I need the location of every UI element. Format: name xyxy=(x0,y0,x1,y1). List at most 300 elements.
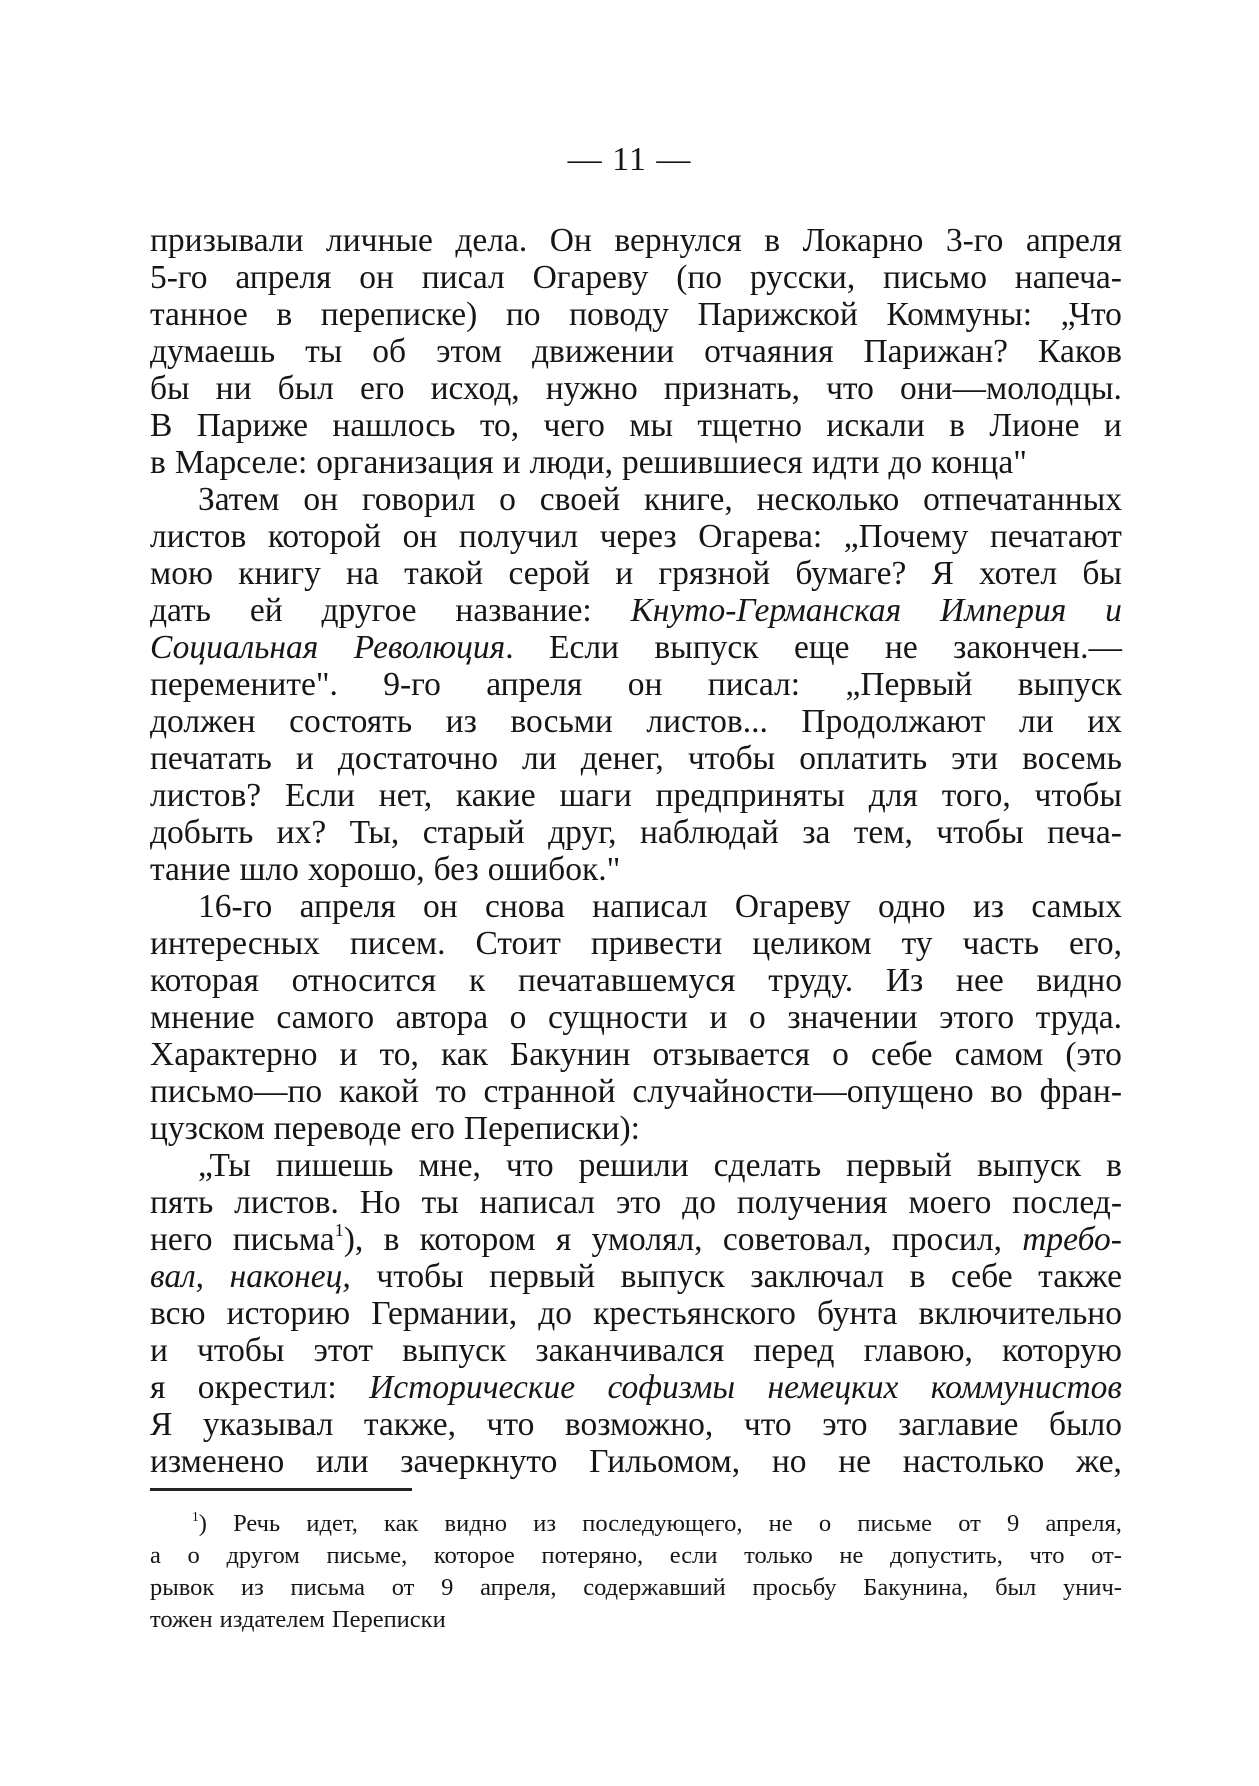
word: в xyxy=(276,296,293,333)
word: крестьянского xyxy=(593,1295,796,1332)
word: не xyxy=(768,1510,793,1537)
word: его xyxy=(359,370,405,407)
word: первый xyxy=(489,1258,596,1295)
text-line xyxy=(150,814,1122,851)
word: того, xyxy=(941,777,1011,814)
word: Бакунина, xyxy=(863,1574,969,1601)
word: ту xyxy=(901,925,933,962)
word: мы xyxy=(629,407,674,444)
word: выпуск xyxy=(654,629,759,666)
word: котором xyxy=(419,1221,536,1258)
word: люди, xyxy=(529,444,613,481)
word: сущности xyxy=(547,999,688,1036)
word: достаточно xyxy=(337,740,498,777)
word: из xyxy=(972,888,1004,925)
word: денег, xyxy=(580,740,664,777)
word: от xyxy=(391,1574,415,1601)
word: личные xyxy=(326,222,433,259)
word: видно xyxy=(1036,962,1122,999)
word: печа- xyxy=(1047,814,1122,851)
word: автора xyxy=(395,999,489,1036)
word: мнение xyxy=(150,999,255,1036)
word: самого xyxy=(276,999,375,1036)
word: фран- xyxy=(1039,1073,1122,1110)
word: Локарно xyxy=(802,222,924,259)
word: тание xyxy=(150,851,231,888)
word: хотел xyxy=(979,555,1058,592)
word: видно xyxy=(444,1510,508,1537)
word: без xyxy=(433,851,479,888)
word: целиком xyxy=(752,925,872,962)
word: то, xyxy=(379,1036,419,1073)
text-line xyxy=(150,407,1122,444)
word: немецких xyxy=(767,1369,899,1406)
word: коммунистов xyxy=(930,1369,1122,1406)
word: признать, xyxy=(663,370,800,407)
word: я xyxy=(555,1221,572,1258)
word: то xyxy=(435,1073,467,1110)
word: софизмы xyxy=(607,1369,736,1406)
paragraph xyxy=(150,1147,1122,1480)
word: бумаге? xyxy=(795,555,907,592)
word: заключал xyxy=(750,1258,884,1295)
word: он xyxy=(423,888,458,925)
word: не xyxy=(838,1443,872,1480)
word: чтобы xyxy=(936,814,1024,851)
word: Но xyxy=(359,1184,401,1221)
word: и xyxy=(295,740,314,777)
word: их? xyxy=(276,814,327,851)
word: писем. xyxy=(349,925,446,962)
word: о xyxy=(187,1542,200,1569)
text-line xyxy=(150,1184,1122,1221)
word: Характерно xyxy=(150,1036,318,1073)
word: Революция. xyxy=(353,629,514,666)
word: ей xyxy=(249,592,283,629)
word: апреля, xyxy=(1045,1510,1122,1537)
word: Он xyxy=(549,222,592,259)
word: указывал xyxy=(202,1406,334,1443)
word: я xyxy=(150,1369,166,1406)
word: выпуск xyxy=(402,1332,507,1369)
word: зачеркнуто xyxy=(400,1443,558,1480)
word: и xyxy=(1105,592,1122,629)
word: как xyxy=(440,1036,488,1073)
word: русски, xyxy=(749,259,856,296)
word: унич- xyxy=(1062,1574,1122,1601)
word: 9 xyxy=(441,1574,454,1601)
word: шаги xyxy=(559,777,632,814)
word: печатавшемуся xyxy=(518,962,736,999)
word: и xyxy=(615,555,634,592)
word: движении xyxy=(531,333,675,370)
word: бы xyxy=(1082,555,1122,592)
word: эти xyxy=(951,740,999,777)
word: ни xyxy=(215,370,252,407)
text-line xyxy=(150,1406,1122,1443)
word: их xyxy=(1087,703,1122,740)
word: его xyxy=(410,1110,455,1147)
word: Я xyxy=(931,555,954,592)
word: „Первый xyxy=(845,666,973,703)
word: этого xyxy=(939,999,1015,1036)
word: труда. xyxy=(1035,999,1122,1036)
word: и xyxy=(502,444,521,481)
word: сделать xyxy=(713,1147,822,1184)
word: старый xyxy=(422,814,525,851)
word: Кнуто-Германская xyxy=(630,592,902,629)
word: которое xyxy=(433,1542,515,1569)
word: снова xyxy=(485,888,565,925)
word: Переписки xyxy=(331,1606,446,1633)
word: получил xyxy=(458,518,579,555)
word: во xyxy=(990,1073,1023,1110)
word: был xyxy=(995,1574,1037,1601)
text-line xyxy=(150,740,1122,777)
word: 9-го xyxy=(383,666,441,703)
word: еще xyxy=(793,629,850,666)
word: тем, xyxy=(853,814,913,851)
text-line xyxy=(150,481,1122,518)
word: состоять xyxy=(289,703,413,740)
word: Огарева: xyxy=(698,518,823,555)
word: также, xyxy=(363,1406,456,1443)
word: настолько xyxy=(902,1443,1045,1480)
word: последующего, xyxy=(582,1510,743,1537)
word: хорошо, xyxy=(307,851,425,888)
word: выпуск xyxy=(976,1147,1082,1184)
word: Переписки): xyxy=(463,1110,640,1147)
word: идет, xyxy=(306,1510,358,1537)
word: к xyxy=(468,962,486,999)
word: (это xyxy=(1065,1036,1122,1073)
text-line xyxy=(150,370,1122,407)
word: они—молодцы. xyxy=(899,370,1122,407)
word: Из xyxy=(885,962,924,999)
paragraph xyxy=(150,481,1122,888)
word: листов. xyxy=(234,1184,339,1221)
word: интересных xyxy=(150,925,320,962)
word: для xyxy=(868,777,918,814)
text-line xyxy=(150,1110,1122,1147)
word: всю xyxy=(150,1295,206,1332)
word: дела. xyxy=(455,222,528,259)
word: перед xyxy=(753,1332,835,1369)
word: Парижской xyxy=(697,296,858,333)
word: о xyxy=(818,1510,832,1537)
word: историю xyxy=(226,1295,351,1332)
text-line xyxy=(150,1572,1122,1604)
word: чего xyxy=(543,407,605,444)
word: призывали xyxy=(150,222,304,259)
word: перемените". xyxy=(150,666,338,703)
word: его, xyxy=(1069,925,1122,962)
word: из xyxy=(533,1510,557,1537)
text-line xyxy=(150,1073,1122,1110)
word: от xyxy=(958,1510,981,1537)
word: название: xyxy=(455,592,592,629)
word: пять xyxy=(150,1184,214,1221)
word: только xyxy=(744,1542,813,1569)
word: пишешь xyxy=(275,1147,394,1184)
word: „Почему xyxy=(843,518,969,555)
word: чтобы xyxy=(687,740,776,777)
word: другое xyxy=(321,592,417,629)
text-line xyxy=(150,925,1122,962)
word: наблюдай xyxy=(639,814,779,851)
word: и xyxy=(1103,407,1122,444)
word: он xyxy=(402,518,438,555)
word: издателем xyxy=(219,1606,325,1633)
word: до xyxy=(682,1184,716,1221)
word: переписке) xyxy=(320,296,478,333)
word: на xyxy=(346,555,379,592)
footnote xyxy=(150,1508,1122,1636)
word: $^1$) xyxy=(192,1508,207,1537)
text-line xyxy=(150,1604,1122,1636)
word: 3-го xyxy=(945,222,1004,259)
word: было xyxy=(1048,1406,1122,1443)
word: себе xyxy=(950,1258,1013,1295)
word: шло xyxy=(239,851,299,888)
word: напеча- xyxy=(1014,259,1122,296)
word: труду. xyxy=(768,962,854,999)
word: Речь xyxy=(233,1510,281,1537)
word: которую xyxy=(1002,1332,1122,1369)
word: письма xyxy=(290,1574,366,1601)
word: в xyxy=(909,1258,926,1295)
word: Социальная xyxy=(150,629,319,666)
text-line xyxy=(150,888,1122,925)
word: или xyxy=(315,1443,369,1480)
word: наконец, xyxy=(229,1258,351,1295)
text-line xyxy=(150,1332,1122,1369)
word: как xyxy=(384,1510,419,1537)
word: по xyxy=(505,296,541,333)
word: апреля xyxy=(1025,222,1122,259)
word: привести xyxy=(590,925,723,962)
word: заглавие xyxy=(898,1406,1019,1443)
word: часть xyxy=(962,925,1040,962)
word: Каков xyxy=(1038,333,1122,370)
word: умолял, xyxy=(591,1221,703,1258)
word: моего xyxy=(908,1184,992,1221)
word: же, xyxy=(1075,1443,1122,1480)
footnote-separator xyxy=(150,1488,412,1491)
word: Затем xyxy=(198,481,280,518)
word: случайности—опущено xyxy=(632,1073,974,1110)
word: он xyxy=(627,666,663,703)
word: чтобы xyxy=(1034,777,1122,814)
word: решили xyxy=(578,1147,689,1184)
word: печатают xyxy=(989,518,1122,555)
word: решившиеся xyxy=(621,444,803,481)
word: листов... xyxy=(646,703,768,740)
word: от- xyxy=(1091,1542,1122,1569)
word: организация xyxy=(316,444,494,481)
word: то, xyxy=(479,407,520,444)
word: дать xyxy=(150,592,211,629)
word: но xyxy=(771,1443,807,1480)
word: а xyxy=(150,1542,161,1569)
text-line xyxy=(150,222,1122,259)
word: вал, xyxy=(150,1258,205,1295)
word: исход, xyxy=(430,370,520,407)
text-line xyxy=(150,1295,1122,1332)
word: ли xyxy=(1019,703,1054,740)
word: ли xyxy=(522,740,557,777)
word: о xyxy=(509,999,527,1036)
word: Бакунин xyxy=(509,1036,631,1073)
word: содержавший xyxy=(583,1574,726,1601)
word: был xyxy=(277,370,334,407)
word: Огареву xyxy=(532,259,649,296)
word: чтобы xyxy=(376,1258,464,1295)
word: бунта xyxy=(816,1295,898,1332)
word: переводе xyxy=(273,1110,402,1147)
word: какие xyxy=(455,777,536,814)
word: он xyxy=(303,481,339,518)
word: окрестил: xyxy=(197,1369,337,1406)
text-line xyxy=(150,259,1122,296)
text-line xyxy=(150,592,1122,629)
word: просил, xyxy=(891,1221,1002,1258)
word: листов? xyxy=(150,777,262,814)
word: предприняты xyxy=(655,777,845,814)
text-line xyxy=(150,333,1122,370)
word: серой xyxy=(508,555,591,592)
word: несколько xyxy=(756,481,900,518)
text-line xyxy=(150,666,1122,703)
text-line xyxy=(150,703,1122,740)
word: возможно, xyxy=(564,1406,714,1443)
word: апреля xyxy=(299,888,396,925)
word: апреля xyxy=(235,259,332,296)
word: в xyxy=(150,444,166,481)
word: нет, xyxy=(378,777,433,814)
word: допустить, xyxy=(890,1542,1003,1569)
word: книге, xyxy=(644,481,733,518)
word: письма$^1$), xyxy=(232,1220,364,1258)
word: танное xyxy=(150,296,248,333)
body-text xyxy=(150,222,1122,1480)
word: конца" xyxy=(931,444,1027,481)
word: закончен.— xyxy=(953,629,1122,666)
word: В xyxy=(150,407,173,444)
word: листов xyxy=(150,518,247,555)
word: через xyxy=(599,518,677,555)
word: рывок xyxy=(150,1574,215,1601)
word: в xyxy=(764,222,781,259)
word: грязной xyxy=(658,555,771,592)
word: Марселе: xyxy=(174,444,308,481)
word: восемь xyxy=(1022,740,1122,777)
word: отчаяния xyxy=(704,333,834,370)
word: нее xyxy=(956,962,1004,999)
text-line xyxy=(150,555,1122,592)
word: него xyxy=(150,1221,213,1258)
page-number: — 11 — xyxy=(567,141,692,178)
word: написал xyxy=(479,1184,596,1221)
word: письме xyxy=(857,1510,932,1537)
word: бы xyxy=(150,370,190,407)
word: самых xyxy=(1031,888,1122,925)
word: что xyxy=(826,370,874,407)
word: письмо—по xyxy=(150,1073,323,1110)
word: писал xyxy=(421,259,505,296)
text-line xyxy=(150,1443,1122,1480)
word: отпечатанных xyxy=(923,481,1122,518)
word: до xyxy=(538,1295,573,1332)
text-line xyxy=(150,777,1122,814)
word: добыть xyxy=(150,814,254,851)
text-line xyxy=(150,1508,1122,1540)
word: Германии, xyxy=(371,1295,518,1332)
word: странной xyxy=(483,1073,616,1110)
word: книгу xyxy=(238,555,321,592)
word: о xyxy=(832,1036,849,1073)
word: Ты, xyxy=(349,814,400,851)
word: Империя xyxy=(940,592,1067,629)
text-line xyxy=(150,1369,1122,1406)
word: Парижан? xyxy=(863,333,1009,370)
word: цузском xyxy=(150,1110,265,1147)
word: не xyxy=(839,1542,864,1569)
word: которая xyxy=(150,962,259,999)
word: такой xyxy=(404,555,484,592)
word: ты xyxy=(305,333,343,370)
word: выпуск xyxy=(1017,666,1122,703)
word: апреля xyxy=(486,666,583,703)
text-line xyxy=(150,1036,1122,1073)
word: Стоит xyxy=(475,925,561,962)
word: и xyxy=(150,1332,168,1369)
word: что xyxy=(743,1406,792,1443)
word: Если xyxy=(549,629,619,666)
word: 16-го xyxy=(198,888,273,925)
paragraph xyxy=(150,888,1122,1147)
word: (по xyxy=(676,259,723,296)
word: 9 xyxy=(1007,1510,1020,1537)
text-line xyxy=(150,962,1122,999)
word: вернулся xyxy=(614,222,742,259)
word: Огареву xyxy=(734,888,851,925)
text-line xyxy=(150,518,1122,555)
word: 5-го xyxy=(150,259,208,296)
word: „Что xyxy=(1060,296,1122,333)
word: и xyxy=(339,1036,358,1073)
word: получения xyxy=(736,1184,888,1221)
word: о xyxy=(749,999,766,1036)
word: относится xyxy=(291,962,437,999)
word: изменено xyxy=(150,1443,285,1480)
word: в xyxy=(949,407,965,444)
word: из xyxy=(241,1574,264,1601)
word: говорил xyxy=(361,481,476,518)
word: из xyxy=(445,703,477,740)
word: оплатить xyxy=(799,740,928,777)
text-line xyxy=(150,629,1122,666)
word: искали xyxy=(826,407,925,444)
word: до xyxy=(888,444,923,481)
word: это xyxy=(615,1184,662,1221)
word: послед- xyxy=(1012,1184,1122,1221)
word: заканчивался xyxy=(535,1332,725,1369)
word: чтобы xyxy=(197,1332,285,1369)
word: что xyxy=(1029,1542,1065,1569)
word: включительно xyxy=(918,1295,1122,1332)
word: восьми xyxy=(510,703,613,740)
